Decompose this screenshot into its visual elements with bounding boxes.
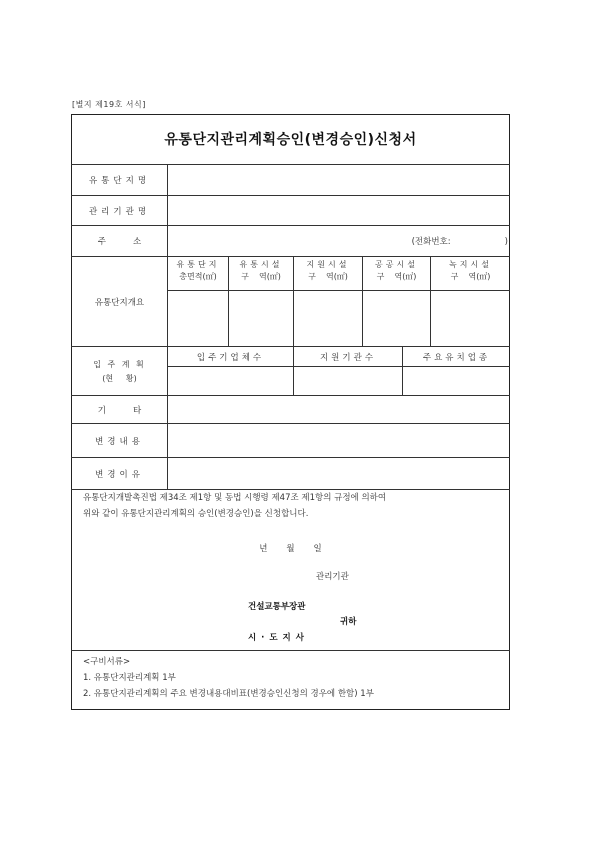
header-support-agency-count: 지원기관수 — [319, 352, 377, 363]
header-line: 녹지시설 — [449, 260, 492, 269]
header-support-facility — [294, 259, 362, 283]
label-address: 주 소 — [97, 237, 142, 247]
label-managing-agency-name: 관리기관명 — [88, 206, 151, 217]
header-main-industries: 주요유치업종 — [422, 352, 491, 363]
header-total-area — [168, 259, 228, 283]
field-support-facility-area[interactable] — [294, 291, 362, 346]
label-other: 기 타 — [97, 405, 142, 416]
header-line: 공공시설 — [375, 260, 418, 269]
form-number-tag: [별지 제19호 서식] — [72, 100, 146, 109]
recipient-governor: 시 · 도 지 사 — [248, 633, 305, 643]
label-change-reason: 변경이유 — [95, 469, 144, 480]
application-statement: 위와 같이 유통단지관리계획의 승인(변경승인)을 신청합니다. — [83, 509, 309, 519]
legal-basis-text: 유통단지개발촉진법 제34조 제1항 및 동법 시행령 제47조 제1항의 규정에 의하여 — [83, 493, 387, 503]
recipient-minister: 건설교통부장관 — [248, 602, 306, 612]
divider — [71, 650, 510, 651]
header-distribution-facility — [229, 259, 293, 283]
label-line: (현 황) — [102, 374, 137, 383]
field-main-industries[interactable] — [403, 367, 510, 395]
header-public-facility — [363, 259, 430, 283]
field-support-agency-count[interactable] — [294, 367, 402, 395]
header-line: 구 역(㎡) — [450, 272, 491, 281]
header-green-facility — [431, 259, 510, 283]
field-total-area[interactable] — [168, 291, 228, 346]
header-tenant-count: 입주기업체수 — [196, 352, 265, 363]
header-line: 구 역(㎡) — [241, 272, 281, 281]
field-change-reason[interactable] — [168, 458, 509, 489]
field-distribution-facility-area[interactable] — [229, 291, 293, 346]
field-managing-agency-name[interactable] — [168, 196, 509, 225]
field-public-facility-area[interactable] — [363, 291, 430, 346]
application-date: 년 월 일 — [259, 544, 322, 554]
field-distribution-complex-name[interactable] — [168, 165, 509, 195]
field-change-content[interactable] — [168, 424, 509, 457]
attachment-item: 1. 유통단지관리계획 1부 — [83, 673, 176, 683]
phone-number-field: (전화번호: ) — [411, 237, 508, 247]
header-line: 구 역(㎡) — [308, 272, 348, 281]
applicant-agency: 관리기관 — [316, 572, 349, 582]
label-line: 입 주 계 획 — [93, 360, 146, 369]
attachment-item: 2. 유통단지관리계획의 주요 변경내용대비표(변경승인신청의 경우에 한함) 1부 — [83, 689, 374, 699]
label-distribution-complex-name: 유통단지명 — [88, 176, 151, 186]
header-line: 구 역(㎡) — [376, 272, 417, 281]
field-other[interactable] — [168, 396, 509, 423]
label-complex-overview: 유통단지개요 — [94, 297, 145, 308]
header-line: 총면적(㎡) — [179, 272, 217, 281]
recipient-honorific: 귀하 — [340, 617, 357, 627]
label-tenant-plan — [72, 358, 167, 386]
header-line: 지원시설 — [306, 260, 350, 269]
attachments-heading: <구비서류> — [83, 657, 131, 667]
header-line: 유통단지 — [176, 260, 220, 269]
form-title: 유통단지관리계획승인(변경승인)신청서 — [164, 132, 417, 148]
field-green-facility-area[interactable] — [431, 291, 510, 346]
divider — [71, 489, 510, 490]
label-change-content: 변경내용 — [95, 436, 144, 447]
header-line: 유통시설 — [239, 260, 283, 269]
field-tenant-count[interactable] — [168, 367, 293, 395]
